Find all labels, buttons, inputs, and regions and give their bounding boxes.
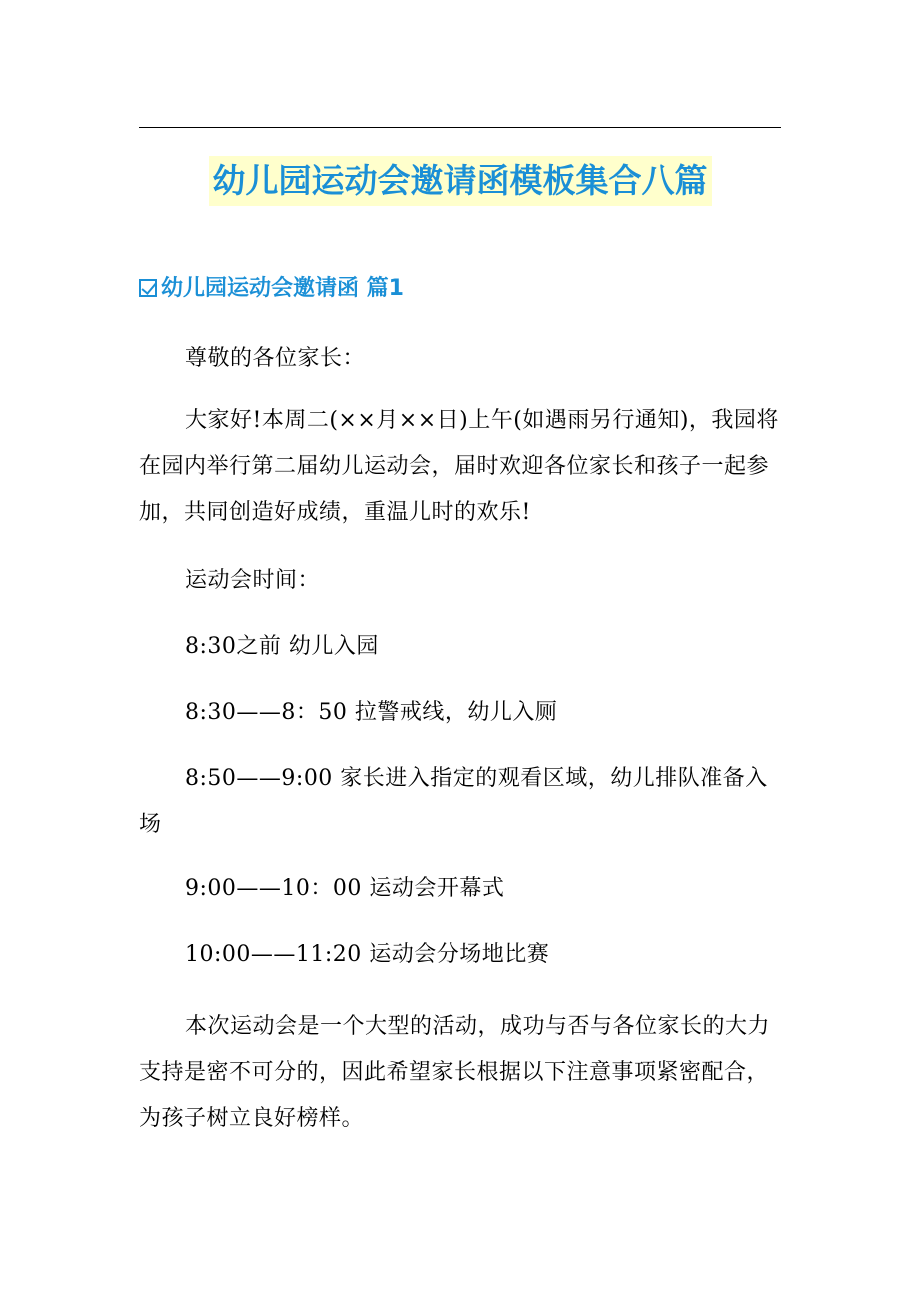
document-title-text: 幼儿园运动会邀请函模板集合八篇 [209,156,712,206]
schedule-item: 9:00——10：00 运动会开幕式 [185,876,505,901]
schedule-item: 8:30之前 幼儿入园 [185,634,379,659]
document-title [0,156,920,215]
schedule-item: 10:00——11:20 运动会分场地比赛 [185,942,550,967]
body-paragraph: 本次运动会是一个大型的活动，成功与否与各位家长的大力支持是密不可分的，因此希望家长根据以下注意事项紧密配合，为孩子树立良好榜样。 [139,1014,771,1131]
body-paragraph: 大家好!本周二(××月××日)上午(如遇雨另行通知)，我园将在园内举行第二届幼儿运动会，届时欢迎各位家长和孩子一起参加，共同创造好成绩，重温儿时的欢乐! [139,408,779,525]
top-divider [139,127,781,128]
schedule-item: 8:50——9:00 家长进入指定的观看区域，幼儿排队准备入场 [139,766,768,837]
section-heading [139,272,404,306]
schedule-heading: 运动会时间： [185,568,321,593]
checkbox-icon [139,279,157,297]
salutation: 尊敬的各位家长： [185,346,366,371]
schedule-item: 8:30——8：50 拉警戒线，幼儿入厕 [185,700,558,725]
section-heading-text: 幼儿园运动会邀请函 篇1 [161,276,404,301]
